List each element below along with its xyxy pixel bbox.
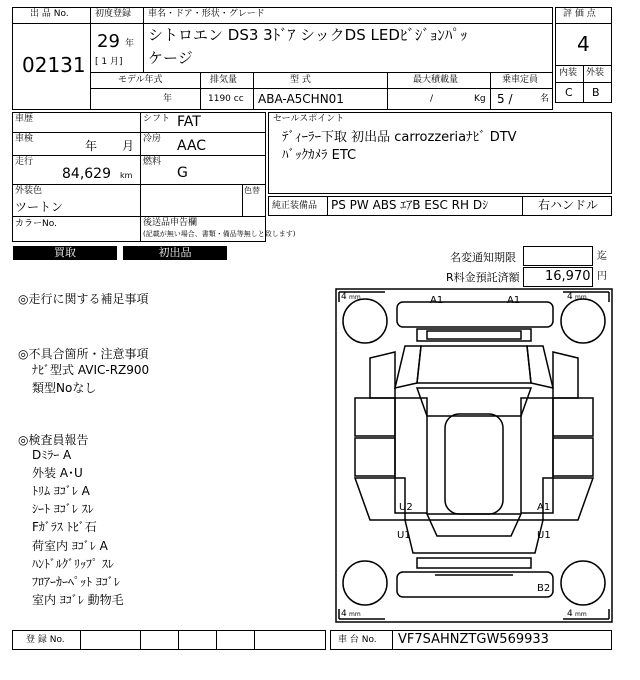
lot-number: 02131 [22,53,86,77]
inspection-year: 年 [85,139,98,153]
first-listing-badge: 初出品 [123,246,227,260]
type-label: 型 式 [290,75,311,85]
model-year-unit: 年 [163,94,173,104]
mark-right-rear-lower: U1 [537,530,551,541]
tire-rear-left-unit: mm [349,611,361,618]
displacement-value: 1190 cc [208,94,244,104]
exterior-grade: B [592,86,600,99]
car-name-line1: シトロエン DS3 3ﾄﾞｱ シックDS LEDﾋﾞｼﾞｮﾝﾊﾟｯ [148,26,468,44]
inspection-label: 車検 [15,134,34,144]
inspector-item: 室内 ﾖｺﾞﾚ 動物毛 [32,593,124,607]
load-value: / [430,94,434,104]
history-label: 車歴 [15,114,34,124]
notice-unit: 迄 [597,251,607,262]
color-no-label: カラーNo. [15,219,57,229]
displacement-label: 排気量 [210,75,238,85]
first-reg-label: 初度登録 [95,9,132,19]
type-value: ABA-A5CHN01 [258,92,344,106]
car-name-line2: ケージ [148,49,193,67]
inspector-item: ｼｰﾄ ﾖｺﾞﾚ ｽﾚ [32,502,94,516]
inspector-item: ﾄﾘﾑ ﾖｺﾞﾚ A [32,484,90,498]
interior-grade: C [565,86,573,99]
exterior-label: 外装 [586,68,605,78]
score-label: 評 価 点 [563,9,596,19]
first-reg-month: [ 1 月] [95,57,123,67]
mileage-unit: km [120,171,133,180]
inspector-item: ﾊﾝﾄﾞﾙｸﾞﾘｯﾌﾟ ｽﾚ [32,557,114,571]
fuel-value: G [177,165,188,181]
inspector-item: Dﾐﾗｰ A [32,448,72,462]
mark-left-rear-upper: U2 [399,502,413,513]
notice-label: 名変通知期限 [450,251,516,264]
chassis-label: 車 台 No. [338,635,377,645]
mark-rear-bumper: B2 [537,583,551,594]
interior-label: 内装 [559,68,578,78]
mark-front-left: A1 [430,295,444,306]
score-value: 4 [577,32,590,56]
mileage-label: 走行 [15,157,34,167]
equipment-label: 純正装備品 [272,201,318,211]
tire-front-right-label: 4 [567,292,573,302]
fuel-label: 燃料 [143,157,162,167]
registration-label: 登 録 No. [26,635,65,645]
docs-label: 後送品申告欄 [143,218,198,228]
chassis-number: VF7SAHNZTGW569933 [398,632,549,647]
color-change-label: 色替 [244,186,260,195]
equipment-value: PS PW ABS ｴｱB ESC RH Dｼ [331,198,489,212]
first-reg-year: 29 [97,31,120,52]
buy-badge: 買取 [13,246,117,260]
sales-point-label: セールスポイント [273,114,345,124]
tire-rear-right-label: 4 [567,609,573,619]
color-label: 外装色 [15,186,43,196]
car-damage-diagram [335,288,613,623]
inspector-item: ﾌﾛｱｰｶｰﾍﾟｯﾄ ﾖｺﾞﾚ [32,575,120,589]
tire-front-right-unit: mm [575,294,587,301]
recycle-unit: 円 [597,271,607,282]
lot-label: 出 品 No. [30,9,69,19]
model-year-label: モデル年式 [118,75,163,85]
inspector-item: Fｶﾞﾗｽ ﾄﾋﾞ石 [32,520,97,534]
capacity-label: 乗車定員 [502,75,539,85]
car-name-label: 車名・ドア・形状・グレード [148,9,265,19]
capacity-value: 5 / [497,92,513,106]
inspection-month: 月 [122,139,135,153]
mileage-value: 84,629 [62,166,111,182]
tire-rear-left-label: 4 [341,609,347,619]
running-remarks-title: ◎走行に関する補足事項 [18,292,149,306]
load-unit: Kg [474,94,486,104]
mark-left-rear-lower: U1 [397,530,411,541]
tire-front-left-unit: mm [349,294,361,301]
tire-front-left-label: 4 [341,292,347,302]
recycle-value: 16,970 [545,269,591,284]
load-label: 最大積載量 [413,75,459,85]
first-reg-year-unit: 年 [125,39,135,49]
defect-item: ﾅﾋﾞ型式 AVIC-RZ900 [32,363,150,377]
sales-point-line2: ﾊﾞｯｸｶﾒﾗ ETC [282,148,357,163]
mark-right-rear-upper: A1 [537,502,551,513]
defects-title: ◎不具合箇所・注意事項 [18,347,149,361]
inspector-item: 外装 A･U [32,466,83,480]
ac-value: AAC [177,138,207,154]
shift-value: FAT [177,114,201,130]
tire-rear-right-unit: mm [575,611,587,618]
shift-label: シフト [143,114,171,124]
notice-box [523,246,593,266]
ac-label: 冷房 [143,134,162,144]
docs-note: (記載が無い場合、書類・備品等無しと致します) [143,230,296,238]
inspector-item: 荷室内 ﾖｺﾞﾚ A [32,539,108,553]
defect-item: 類型Noなし [32,381,97,395]
color-value: ツートン [15,200,64,214]
mark-front-right: A1 [507,295,521,306]
inspector-title: ◎検査員報告 [18,433,89,447]
sales-point-line1: ﾃﾞｨｰﾗｰ下取 初出品 carrozzeriaﾅﾋﾞ DTV [282,130,517,145]
handle-value: 右ハンドル [538,198,599,212]
capacity-unit: 名 [540,94,550,104]
recycle-label: R料金預託済額 [446,271,520,284]
